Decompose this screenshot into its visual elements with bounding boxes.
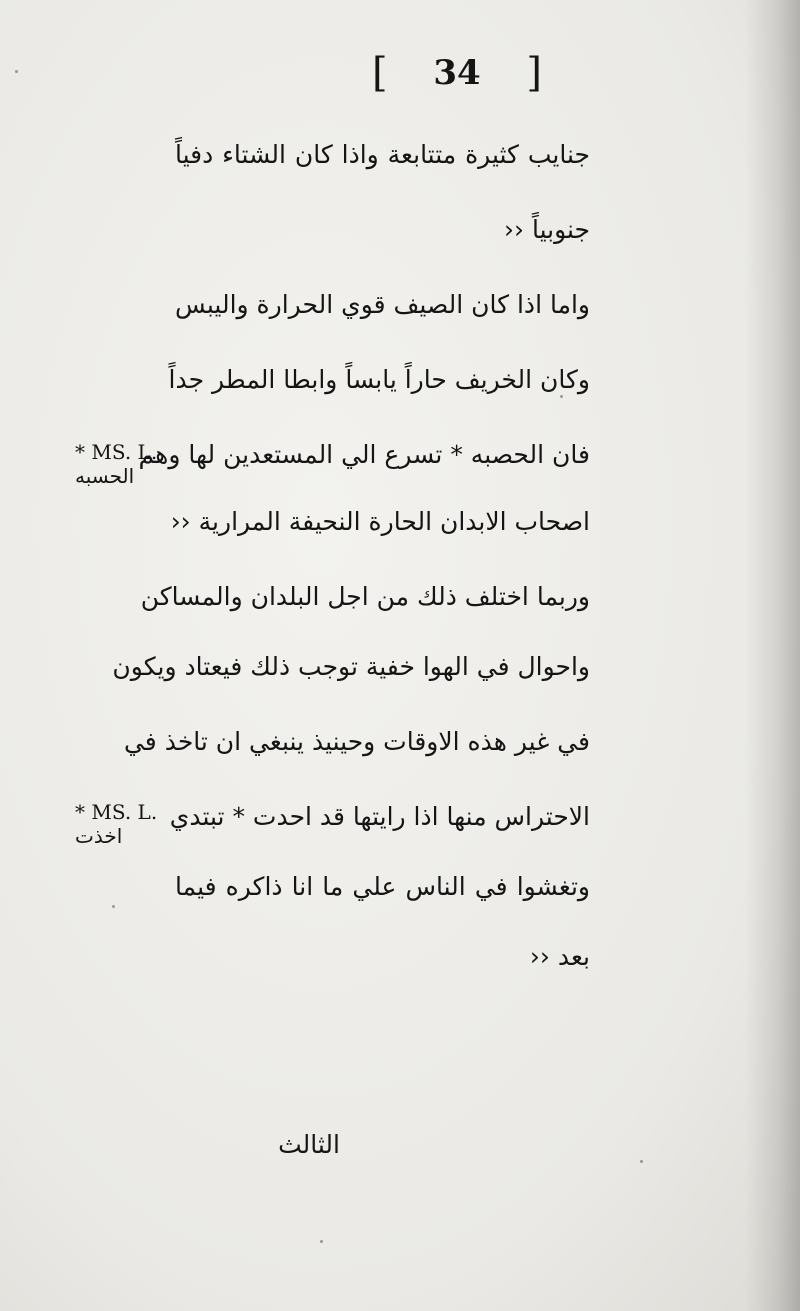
text-line-4: وكان الخريف حاراً يابساً وابطا المطر جداً bbox=[168, 365, 590, 394]
text-line-6: اصحاب الابدان الحارة النحيفة المرارية ‹‹ bbox=[170, 507, 590, 536]
text-line-10: الاحتراس منها اذا رايتها قد احدت * تبتدي bbox=[169, 802, 590, 831]
text-line-11: وتغشوا في الناس علي ما انا ذاكره فيما bbox=[175, 872, 590, 901]
text-line-2: جنوبياً ‹‹ bbox=[504, 215, 590, 244]
open-bracket-glyph: [ bbox=[372, 50, 388, 96]
page-number-value: 34 bbox=[433, 53, 481, 93]
text-line-8: واحوال في الهوا خفية توجب ذلك فيعتاد ويكون bbox=[112, 652, 590, 681]
paper-speck bbox=[560, 395, 563, 398]
margin-note-variant: الحسبه bbox=[75, 464, 135, 488]
paper-speck bbox=[15, 70, 18, 73]
paper-speck bbox=[320, 1240, 323, 1243]
margin-note-ms-label: * MS. L. bbox=[75, 800, 158, 824]
text-line-3: واما اذا كان الصيف قوي الحرارة واليبس bbox=[175, 290, 590, 319]
text-line-9: في غير هذه الاوقات وحينيذ ينبغي ان تاخذ في bbox=[123, 727, 590, 756]
page-edge-shadow bbox=[745, 0, 800, 1311]
margin-note-variant: اخذت bbox=[75, 824, 123, 848]
text-line-5: فان الحصبه * تسرع الي المستعدين لها وهم bbox=[138, 440, 590, 469]
text-line-1: جنايب كثيرة متتابعة واذا كان الشتاء دفياً bbox=[175, 140, 590, 169]
paper-speck bbox=[640, 1160, 643, 1163]
paper-speck bbox=[112, 905, 115, 908]
text-line-12: بعد ‹‹ bbox=[529, 942, 590, 971]
margin-note-ms-label: * MS. L. bbox=[75, 440, 158, 464]
catchword: الثالث bbox=[278, 1130, 340, 1159]
margin-note-2 bbox=[75, 800, 175, 848]
page-number bbox=[372, 48, 542, 98]
margin-note-1 bbox=[75, 440, 175, 488]
text-line-7: وربما اختلف ذلك من اجل البلدان والمساكن bbox=[140, 582, 590, 611]
close-bracket-glyph: ] bbox=[526, 50, 542, 96]
